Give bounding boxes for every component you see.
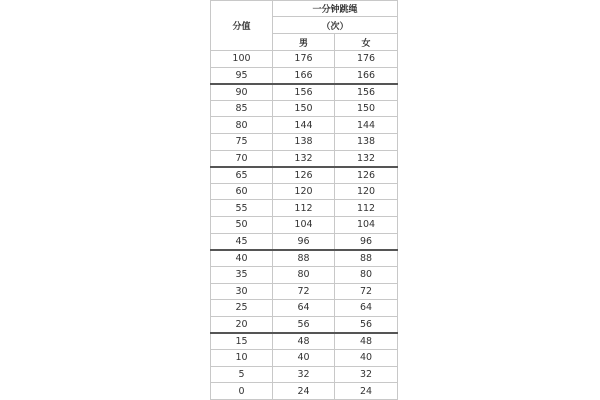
male-count-cell: 132 [273,150,335,167]
score-cell: 25 [211,300,273,317]
score-cell: 80 [211,117,273,134]
female-count-cell: 120 [335,183,398,200]
female-count-cell: 96 [335,233,398,250]
score-cell: 20 [211,316,273,333]
score-cell: 10 [211,349,273,366]
event-header: 一分钟跳绳 [273,1,398,17]
female-count-cell: 104 [335,217,398,234]
table-row [211,200,398,217]
score-cell: 30 [211,283,273,300]
male-count-cell: 126 [273,167,335,184]
male-count-cell: 80 [273,266,335,283]
male-count-cell: 166 [273,67,335,84]
table-row [211,316,398,333]
table-row [211,250,398,267]
score-cell: 55 [211,200,273,217]
score-cell: 75 [211,134,273,151]
female-count-cell: 132 [335,150,398,167]
table-row [211,300,398,317]
male-count-cell: 138 [273,134,335,151]
female-count-cell: 40 [335,349,398,366]
table-row [211,67,398,84]
table-row [211,51,398,68]
table-row [211,150,398,167]
male-count-cell: 72 [273,283,335,300]
score-cell: 90 [211,84,273,101]
table-row [211,283,398,300]
table-row [211,183,398,200]
female-count-cell: 64 [335,300,398,317]
table-row [211,217,398,234]
female-count-cell: 166 [335,67,398,84]
score-cell: 50 [211,217,273,234]
table-row [211,167,398,184]
male-count-cell: 150 [273,100,335,117]
table-row [211,84,398,101]
male-count-cell: 48 [273,333,335,350]
male-count-cell: 144 [273,117,335,134]
female-count-cell: 150 [335,100,398,117]
female-count-cell: 126 [335,167,398,184]
table-row [211,100,398,117]
female-column-header: 女 [335,34,398,51]
score-cell: 45 [211,233,273,250]
score-cell: 0 [211,383,273,400]
table-row [211,333,398,350]
table-row [211,349,398,366]
male-count-cell: 56 [273,316,335,333]
female-count-cell: 32 [335,366,398,383]
female-count-cell: 138 [335,134,398,151]
score-column-header: 分值 [211,1,273,51]
female-count-cell: 56 [335,316,398,333]
female-count-cell: 72 [335,283,398,300]
table-row [211,383,398,400]
male-column-header: 男 [273,34,335,51]
table-body [211,51,398,400]
table-row [211,134,398,151]
table-row [211,366,398,383]
male-count-cell: 96 [273,233,335,250]
female-count-cell: 48 [335,333,398,350]
male-count-cell: 40 [273,349,335,366]
score-cell: 100 [211,51,273,68]
table-row [211,233,398,250]
score-cell: 15 [211,333,273,350]
male-count-cell: 120 [273,183,335,200]
male-count-cell: 104 [273,217,335,234]
score-cell: 85 [211,100,273,117]
score-table [210,0,398,400]
female-count-cell: 144 [335,117,398,134]
female-count-cell: 80 [335,266,398,283]
female-count-cell: 24 [335,383,398,400]
male-count-cell: 88 [273,250,335,267]
male-count-cell: 112 [273,200,335,217]
score-cell: 40 [211,250,273,267]
table-row [211,117,398,134]
table-header [211,1,398,51]
score-cell: 5 [211,366,273,383]
score-cell: 65 [211,167,273,184]
female-count-cell: 88 [335,250,398,267]
score-cell: 35 [211,266,273,283]
male-count-cell: 176 [273,51,335,68]
female-count-cell: 156 [335,84,398,101]
unit-header: （次） [273,17,398,34]
score-cell: 70 [211,150,273,167]
male-count-cell: 64 [273,300,335,317]
table-row [211,266,398,283]
male-count-cell: 24 [273,383,335,400]
male-count-cell: 32 [273,366,335,383]
female-count-cell: 176 [335,51,398,68]
score-cell: 95 [211,67,273,84]
female-count-cell: 112 [335,200,398,217]
male-count-cell: 156 [273,84,335,101]
score-cell: 60 [211,183,273,200]
